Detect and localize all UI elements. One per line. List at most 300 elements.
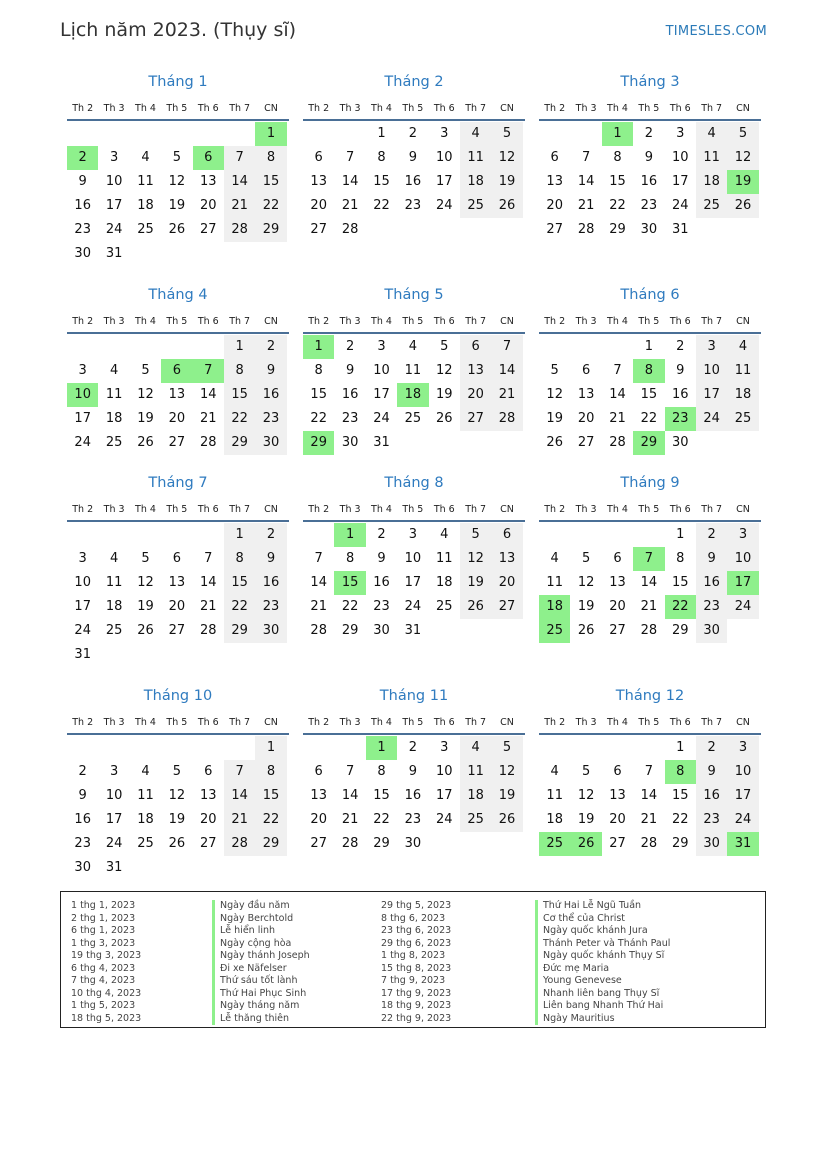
empty-day-cell [303, 523, 334, 547]
legend-holiday-name: Lễ thăng thiên [212, 1013, 310, 1026]
day-cell: 4 [109, 363, 119, 378]
weekday-label: CN [736, 504, 750, 515]
day-cell: 30 [640, 222, 658, 237]
day-cell: 18 [137, 812, 154, 827]
day-cell: 14 [609, 387, 626, 402]
holiday-day-cell: 1 [366, 736, 397, 760]
day-cell: 5 [440, 339, 449, 354]
day-cell: 26 [546, 435, 563, 450]
day-cell: 6 [613, 551, 622, 566]
weekday-label: Th 7 [465, 717, 487, 728]
weekday-label: Th 7 [701, 316, 723, 327]
day-cell: 17 [74, 599, 91, 614]
day-cell: 22 [341, 599, 359, 614]
month-header-rule [303, 520, 525, 522]
day-cell: 4 [408, 339, 417, 354]
empty-day-cell [67, 122, 98, 146]
day-cell: 15 [373, 788, 390, 803]
legend-holiday-name: Ngày quốc khánh Thụy Sĩ [535, 950, 670, 963]
legend-holiday-name: Thứ sáu tốt lành [212, 975, 310, 988]
day-cell: 17 [671, 174, 689, 189]
empty-day-cell [130, 523, 161, 547]
day-cell: 17 [105, 198, 123, 213]
legend-dates-column-2 [381, 900, 451, 1025]
day-cell: 7 [204, 551, 213, 566]
day-cell: 24 [74, 435, 91, 450]
day-cell: 23 [255, 595, 286, 619]
day-cell: 8 [255, 146, 286, 170]
day-cell: 8 [345, 551, 355, 566]
day-cell: 4 [440, 527, 449, 542]
holiday-day-cell: 1 [303, 335, 334, 359]
holiday-day-cell: 17 [727, 571, 758, 595]
legend-date: 7 thg 4, 2023 [71, 975, 136, 986]
day-cell: 9 [644, 150, 653, 165]
legend-holiday-name: Young Genevese [535, 975, 670, 988]
day-cell: 14 [224, 170, 255, 194]
day-cell: 31 [105, 860, 123, 875]
day-cell: 13 [310, 788, 327, 803]
day-cell: 22 [671, 812, 689, 827]
weekday-label: Th 7 [229, 504, 251, 515]
weekday-label: Th 2 [544, 504, 566, 515]
days-grid [303, 122, 525, 242]
day-cell: 26 [460, 595, 491, 619]
day-cell: 14 [341, 174, 359, 189]
weekday-label: Th 3 [339, 717, 361, 728]
day-cell: 20 [199, 812, 217, 827]
month-header-rule [539, 733, 761, 735]
weekday-label: Th 4 [371, 316, 392, 327]
days-grid [539, 122, 761, 242]
day-cell: 10 [727, 547, 758, 571]
empty-day-cell [224, 736, 255, 760]
day-cell: 28 [199, 623, 217, 638]
day-cell: 23 [640, 198, 658, 213]
day-cell: 14 [199, 387, 217, 402]
weekday-label: Th 5 [402, 504, 424, 515]
day-cell: 25 [105, 623, 123, 638]
day-cell: 21 [341, 198, 359, 213]
day-cell: 1 [377, 126, 386, 141]
day-cell: 5 [172, 150, 181, 165]
day-cell: 28 [640, 623, 658, 638]
day-cell: 15 [609, 174, 626, 189]
day-cell: 2 [408, 740, 417, 755]
weekday-label: Th 6 [669, 316, 691, 327]
day-cell: 4 [550, 764, 559, 779]
day-cell: 29 [341, 623, 359, 638]
weekday-label: Th 2 [72, 103, 94, 114]
empty-day-cell [303, 736, 334, 760]
day-cell: 1 [224, 335, 255, 359]
day-cell: 5 [581, 764, 591, 779]
empty-day-cell [193, 736, 224, 760]
day-cell: 18 [137, 198, 154, 213]
days-grid [67, 523, 289, 667]
weekday-label: Th 6 [433, 504, 455, 515]
holiday-day-cell: 1 [602, 122, 633, 146]
days-grid [67, 736, 289, 880]
holiday-day-cell: 31 [727, 832, 758, 856]
month-calendar [539, 686, 761, 856]
weekday-label: Th 6 [669, 103, 691, 114]
day-cell: 24 [727, 808, 758, 832]
legend-date: 1 thg 8, 2023 [381, 950, 446, 961]
empty-day-cell [602, 335, 633, 359]
day-cell: 30 [373, 623, 390, 638]
month-title: Tháng 11 [379, 688, 449, 704]
day-cell: 26 [491, 808, 522, 832]
empty-day-cell [130, 122, 161, 146]
day-cell: 12 [546, 387, 563, 402]
empty-day-cell [602, 523, 633, 547]
day-cell: 30 [74, 860, 91, 875]
day-cell: 22 [255, 808, 286, 832]
day-cell: 10 [435, 764, 453, 779]
day-cell: 14 [310, 575, 327, 590]
day-cell: 28 [224, 218, 255, 242]
day-cell: 2 [696, 736, 727, 760]
legend-holiday-name: Ngày Berchtold [212, 913, 310, 926]
day-cell: 7 [644, 764, 653, 779]
empty-day-cell [303, 122, 334, 146]
month-calendar [67, 473, 289, 667]
day-cell: 27 [491, 595, 522, 619]
day-cell: 11 [546, 788, 563, 803]
legend-holiday-name: Ngày đầu năm [212, 900, 310, 913]
day-cell: 29 [224, 431, 255, 455]
day-cell: 7 [224, 760, 255, 784]
weekday-label: Th 7 [229, 316, 251, 327]
day-cell: 8 [224, 359, 255, 383]
day-cell: 9 [696, 547, 727, 571]
legend-holiday-name: Đức mẹ Maria [535, 963, 670, 976]
holiday-day-cell: 25 [539, 619, 570, 643]
day-cell: 19 [577, 812, 595, 827]
site-link[interactable]: TIMESLES.COM [665, 24, 767, 39]
holiday-day-cell: 2 [67, 146, 98, 170]
empty-day-cell [539, 523, 570, 547]
empty-day-cell [98, 736, 129, 760]
day-cell: 2 [78, 764, 87, 779]
day-cell: 12 [435, 363, 453, 378]
day-cell: 7 [581, 150, 591, 165]
legend-date: 6 thg 1, 2023 [71, 925, 136, 936]
weekday-label: Th 3 [575, 316, 597, 327]
day-cell: 24 [671, 198, 689, 213]
day-cell: 24 [727, 595, 758, 619]
day-cell: 4 [460, 736, 491, 760]
legend-date: 6 thg 4, 2023 [71, 962, 136, 974]
day-cell: 27 [199, 222, 217, 237]
legend-date: 1 thg 1, 2023 [71, 900, 136, 911]
day-cell: 16 [341, 387, 359, 402]
legend-holiday-name: Ngày thánh Joseph [212, 950, 310, 963]
weekday-label: Th 2 [72, 504, 94, 515]
day-cell: 4 [141, 150, 150, 165]
weekday-header-row [303, 502, 525, 518]
weekday-label: Th 6 [197, 316, 219, 327]
weekday-header-row [303, 314, 525, 330]
day-cell: 27 [546, 222, 563, 237]
day-cell: 15 [671, 575, 689, 590]
month-calendar [303, 285, 525, 455]
day-cell: 12 [727, 146, 758, 170]
legend-holiday-name: Cơ thể của Christ [535, 913, 670, 926]
day-cell: 19 [460, 571, 491, 595]
day-cell: 28 [341, 222, 359, 237]
weekday-label: Th 5 [166, 504, 188, 515]
day-cell: 5 [141, 363, 150, 378]
days-grid [303, 736, 525, 856]
day-cell: 25 [404, 411, 422, 426]
holiday-day-cell: 15 [334, 571, 365, 595]
day-cell: 12 [577, 575, 595, 590]
holiday-day-cell: 26 [570, 832, 601, 856]
weekday-label: Th 4 [607, 316, 628, 327]
day-cell: 12 [577, 788, 595, 803]
empty-day-cell [193, 523, 224, 547]
weekday-label: Th 4 [607, 103, 628, 114]
legend-holiday-name: Thứ Hai Phục Sinh [212, 988, 310, 1001]
day-cell: 20 [609, 812, 626, 827]
weekday-label: Th 2 [308, 717, 330, 728]
weekday-label: Th 2 [544, 316, 566, 327]
weekday-label: Th 4 [607, 504, 628, 515]
day-cell: 26 [137, 623, 154, 638]
legend-date: 15 thg 8, 2023 [381, 962, 452, 974]
day-cell: 21 [609, 411, 626, 426]
empty-day-cell [570, 122, 601, 146]
days-grid [539, 335, 761, 455]
weekday-header-row [539, 715, 761, 731]
day-cell: 17 [435, 788, 453, 803]
day-cell: 9 [255, 547, 286, 571]
month-title: Tháng 6 [620, 287, 680, 303]
day-cell: 4 [460, 122, 491, 146]
month-title: Tháng 3 [620, 74, 680, 90]
day-cell: 6 [172, 551, 181, 566]
day-cell: 22 [310, 411, 327, 426]
day-cell: 30 [74, 246, 91, 261]
legend-date: 22 thg 9, 2023 [381, 1012, 452, 1024]
day-cell: 4 [109, 551, 119, 566]
legend-holiday-name: Đi xe Näfelser [212, 963, 310, 976]
day-cell: 5 [172, 764, 181, 779]
holiday-day-cell: 6 [161, 359, 192, 383]
page-title: Lịch năm 2023. (Thụy sĩ) [60, 19, 297, 41]
day-cell: 27 [609, 623, 626, 638]
legend-date: 8 thg 6, 2023 [381, 912, 446, 924]
day-cell: 4 [727, 335, 758, 359]
day-cell: 15 [224, 571, 255, 595]
day-cell: 15 [310, 387, 327, 402]
day-cell: 17 [74, 411, 91, 426]
month-title: Tháng 7 [148, 475, 208, 491]
day-cell: 27 [460, 407, 491, 431]
day-cell: 16 [404, 788, 422, 803]
day-cell: 30 [341, 435, 359, 450]
day-cell: 1 [676, 740, 685, 755]
day-cell: 23 [373, 599, 390, 614]
weekday-label: Th 4 [135, 316, 156, 327]
legend-date: 29 thg 5, 2023 [381, 900, 452, 911]
day-cell: 30 [696, 619, 727, 643]
day-cell: 16 [696, 571, 727, 595]
month-title: Tháng 9 [620, 475, 680, 491]
day-cell: 13 [609, 575, 626, 590]
holiday-day-cell: 22 [665, 595, 696, 619]
weekday-label: Th 5 [402, 103, 424, 114]
day-cell: 7 [314, 551, 323, 566]
day-cell: 20 [168, 411, 186, 426]
day-cell: 9 [408, 150, 417, 165]
weekday-label: Th 3 [103, 316, 125, 327]
day-cell: 6 [491, 523, 522, 547]
day-cell: 3 [78, 363, 87, 378]
weekday-label: CN [500, 504, 514, 515]
legend-date: 18 thg 5, 2023 [71, 1012, 142, 1024]
day-cell: 25 [727, 407, 758, 431]
weekday-label: Th 7 [701, 717, 723, 728]
day-cell: 20 [609, 599, 626, 614]
weekday-label: Th 5 [166, 316, 188, 327]
day-cell: 21 [310, 599, 327, 614]
weekday-label: Th 7 [465, 103, 487, 114]
day-cell: 27 [168, 623, 186, 638]
weekday-label: Th 6 [669, 504, 691, 515]
day-cell: 19 [491, 170, 522, 194]
day-cell: 24 [404, 599, 422, 614]
empty-day-cell [633, 523, 664, 547]
legend-holiday-name: Ngày tháng năm [212, 1000, 310, 1013]
empty-day-cell [570, 523, 601, 547]
weekday-label: Th 7 [229, 717, 251, 728]
day-cell: 6 [613, 764, 622, 779]
day-cell: 8 [314, 363, 323, 378]
day-cell: 14 [577, 174, 595, 189]
weekday-label: Th 5 [638, 316, 660, 327]
days-grid [539, 736, 761, 856]
day-cell: 11 [435, 551, 453, 566]
day-cell: 2 [377, 527, 386, 542]
day-cell: 18 [546, 812, 563, 827]
weekday-label: Th 4 [135, 103, 156, 114]
empty-day-cell [334, 122, 365, 146]
day-cell: 24 [74, 623, 91, 638]
day-cell: 1 [224, 523, 255, 547]
day-cell: 25 [435, 599, 453, 614]
weekday-header-row [539, 502, 761, 518]
day-cell: 15 [640, 387, 658, 402]
day-cell: 15 [255, 170, 286, 194]
day-cell: 7 [345, 764, 355, 779]
weekday-header-row [67, 715, 289, 731]
day-cell: 29 [609, 222, 626, 237]
day-cell: 12 [137, 575, 154, 590]
weekday-label: Th 3 [339, 316, 361, 327]
empty-day-cell [570, 736, 601, 760]
day-cell: 28 [341, 836, 359, 851]
empty-day-cell [633, 736, 664, 760]
day-cell: 24 [435, 198, 453, 213]
day-cell: 18 [105, 411, 123, 426]
day-cell: 29 [373, 836, 390, 851]
legend-holiday-name: Ngày quốc khánh Jura [535, 925, 670, 938]
holiday-day-cell: 8 [665, 760, 696, 784]
day-cell: 15 [671, 788, 689, 803]
month-title: Tháng 5 [384, 287, 444, 303]
weekday-label: Th 2 [308, 504, 330, 515]
days-grid [67, 335, 289, 455]
month-header-rule [539, 332, 761, 334]
day-cell: 27 [310, 836, 327, 851]
day-cell: 28 [577, 222, 595, 237]
day-cell: 2 [345, 339, 355, 354]
weekday-label: CN [264, 504, 278, 515]
day-cell: 26 [168, 836, 186, 851]
day-cell: 4 [141, 764, 150, 779]
weekday-label: Th 3 [575, 103, 597, 114]
day-cell: 7 [224, 146, 255, 170]
weekday-label: Th 3 [103, 717, 125, 728]
holiday-legend [60, 891, 766, 1028]
day-cell: 21 [224, 808, 255, 832]
legend-date: 7 thg 9, 2023 [381, 975, 446, 986]
day-cell: 19 [137, 599, 154, 614]
weekday-label: Th 6 [197, 103, 219, 114]
day-cell: 20 [460, 383, 491, 407]
day-cell: 28 [199, 435, 217, 450]
day-cell: 17 [696, 383, 727, 407]
weekday-label: Th 7 [229, 103, 251, 114]
day-cell: 16 [671, 387, 689, 402]
day-cell: 12 [460, 547, 491, 571]
weekday-label: CN [500, 103, 514, 114]
day-cell: 16 [404, 174, 422, 189]
month-title: Tháng 1 [148, 74, 208, 90]
day-cell: 1 [644, 339, 653, 354]
day-cell: 8 [377, 764, 386, 779]
empty-day-cell [67, 523, 98, 547]
day-cell: 20 [310, 198, 327, 213]
day-cell: 24 [435, 812, 453, 827]
day-cell: 12 [491, 760, 522, 784]
month-title: Tháng 12 [615, 688, 685, 704]
weekday-label: Th 3 [339, 103, 361, 114]
weekday-header-row [67, 314, 289, 330]
day-cell: 25 [460, 194, 491, 218]
day-cell: 11 [137, 788, 154, 803]
month-header-rule [303, 332, 525, 334]
day-cell: 7 [491, 335, 522, 359]
day-cell: 24 [373, 411, 390, 426]
holiday-day-cell: 19 [727, 170, 758, 194]
day-cell: 3 [377, 339, 386, 354]
day-cell: 15 [255, 784, 286, 808]
legend-date: 19 thg 3, 2023 [71, 950, 142, 961]
day-cell: 23 [74, 222, 91, 237]
day-cell: 17 [435, 174, 453, 189]
day-cell: 20 [199, 198, 217, 213]
day-cell: 19 [137, 411, 154, 426]
day-cell: 6 [581, 363, 591, 378]
day-cell: 10 [105, 788, 123, 803]
weekday-label: Th 5 [402, 717, 424, 728]
day-cell: 10 [696, 359, 727, 383]
weekday-label: Th 5 [166, 717, 188, 728]
